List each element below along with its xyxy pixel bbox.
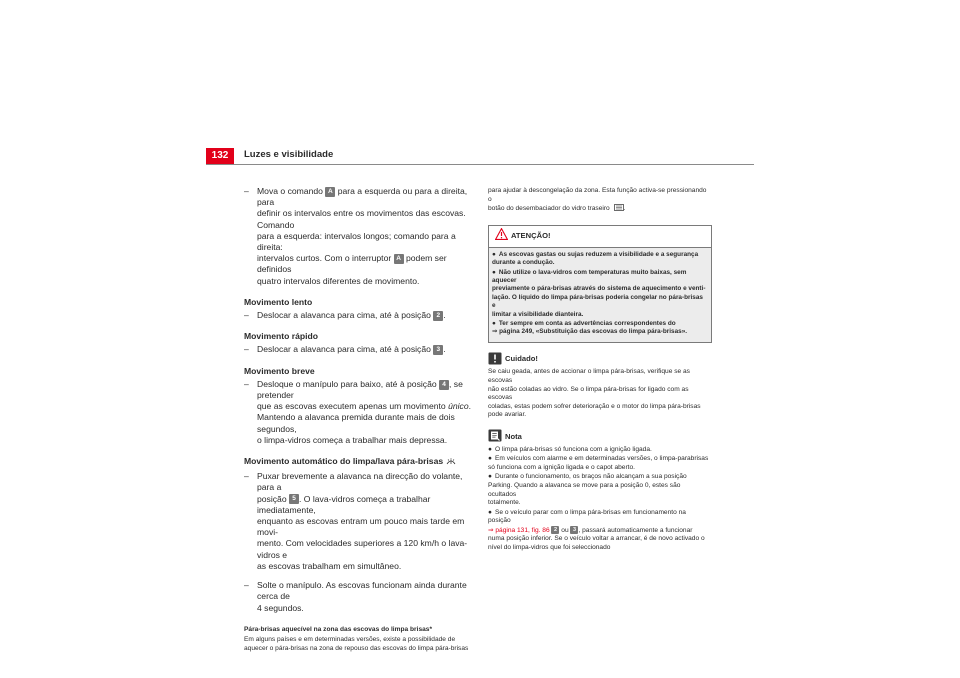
page-number: 132 <box>206 148 234 164</box>
list-item: ● O limpa pára-brisas só funciona com a ignição ligada. <box>488 445 652 453</box>
caution-text: Se caiu geada, antes de accionar o limpa pára-brisas, verifique se as escovas não estão coladas ao vidro. Se o limpa pára-brisas for ligado com as escovas coladas, estas podem sofrer deterioração e o motor do limpa pára-brisas pode avariar. <box>488 368 701 419</box>
note-text <box>488 446 710 553</box>
list-item: – Deslocar a alavanca para cima, até à posição 3 . <box>244 344 446 355</box>
ref-badge: A <box>394 254 404 264</box>
running-head: Luzes e visibilidade <box>244 149 334 160</box>
note-icon <box>488 429 502 445</box>
warning-title: ATENÇÃO! <box>511 230 551 240</box>
left-column <box>244 186 480 653</box>
heated-windscreen-title: Pára-brisas aquecível na zona das escovas do limpa brisas* <box>244 625 433 633</box>
ref-badge: A <box>325 187 335 197</box>
ref-badge: 3 <box>433 345 443 355</box>
list-item: – Mova o comando A para a esquerda ou para a direita, para definir os intervalos entre os movimentos das escovas. Comando para a esquerda: intervalos longos; comando para a direita: intervalos curtos. Com o interruptor A podem ser definidos quatro intervalos diferentes de movimento. <box>244 186 468 286</box>
list-item: – Deslocar a alavanca para cima, até à posição 2 . <box>244 310 446 321</box>
warning-triangle-icon <box>495 228 508 243</box>
caution-header: Cuidado! <box>488 352 710 368</box>
note-header: Nota <box>488 429 710 445</box>
list-item: – Solte o manípulo. As escovas funcionam ainda durante cerca de 4 segundos. <box>244 580 467 613</box>
ref-badge: 2 <box>551 526 559 534</box>
ref-badge: 2 <box>433 311 443 321</box>
heading-slow: Movimento lento <box>244 296 313 307</box>
ref-badge: 3 <box>570 526 578 534</box>
page-reference-link[interactable]: ⇒ página 131, fig. 86 <box>488 526 550 534</box>
ref-badge: 5 <box>289 494 299 504</box>
list-item: ● Durante o funcionamento, os braços não alcançam a sua posição Parking. Quando a alavanca se move para a posição 0, estes são ocultados totalmente. <box>488 473 687 507</box>
warning-header <box>489 226 711 248</box>
list-item: ● Se o veículo parar com o limpa pára-brisas em funcionamento na posição ⇒ página 131, fig. 86 2 ou 3 , passará automaticamente a funcionar numa posição inferior. Se o veículo voltar a arrancar, é de novo activado o nível do limpa-vidros que foi seleccionado <box>488 508 705 551</box>
caution-icon <box>488 352 502 368</box>
header-rule <box>206 164 754 165</box>
ref-badge: 4 <box>439 380 449 390</box>
list-item: – Desloque o manípulo para baixo, até à posição 4 , se pretender que as escovas executem apenas um movimento único. Mantendo a alavanca premida durante mais de dois segundos, o limpa-vidros começa a trabalhar mais depressa. <box>244 378 472 445</box>
heading-auto: Movimento automático do limpa/lava pára-brisas <box>244 456 480 469</box>
continued-text: para ajudar à descongelação da zona. Esta função activa-se pressionando o botão do desembaciador do vidro traseiro . <box>488 187 710 215</box>
heated-windscreen-text: Em alguns países e em determinadas versões, existe a possibilidade de aquecer o pára-brisas na zona de repouso das escovas do limpa pára-brisas <box>244 635 469 652</box>
list-item: – Puxar brevemente a alavanca na direcção do volante, para a posição 5 . O lava-vidros começa a trabalhar imediatamente, enquanto as escovas entram um pouco mais tarde em movi- mento. Com velocidades superiores a 120 km/h o lava-vidros e as escovas trabalham em simultâneo. <box>244 471 468 571</box>
right-column <box>488 187 710 553</box>
warning-body: ● As escovas gastas ou sujas reduzem a visibilidade e a segurança durante a condução. ● Não utilize o lava-vidros com temperaturas muito baixas, sem aquecer previamente o pára-brisas através do sistema de aquecimento e venti- lação. O líquido do limpa pára-brisas poderia congelar no pára-brisas e limitar a visibilidade dianteira. ● Ter sempre em conta as advertências correspondentes do ⇒ página 249, «Substituição das escovas do limpa pára-brisas». <box>489 248 711 342</box>
heading-brief: Movimento breve <box>244 365 315 376</box>
washer-icon <box>446 458 456 469</box>
warning-box <box>488 225 712 343</box>
list-item: ● Em veículos com alarme e em determinadas versões, o limpa-parabrisas só funciona com a ignição ligada e o capot aberto. <box>488 455 709 471</box>
rear-defrost-icon <box>614 204 624 215</box>
heading-fast: Movimento rápido <box>244 331 319 342</box>
